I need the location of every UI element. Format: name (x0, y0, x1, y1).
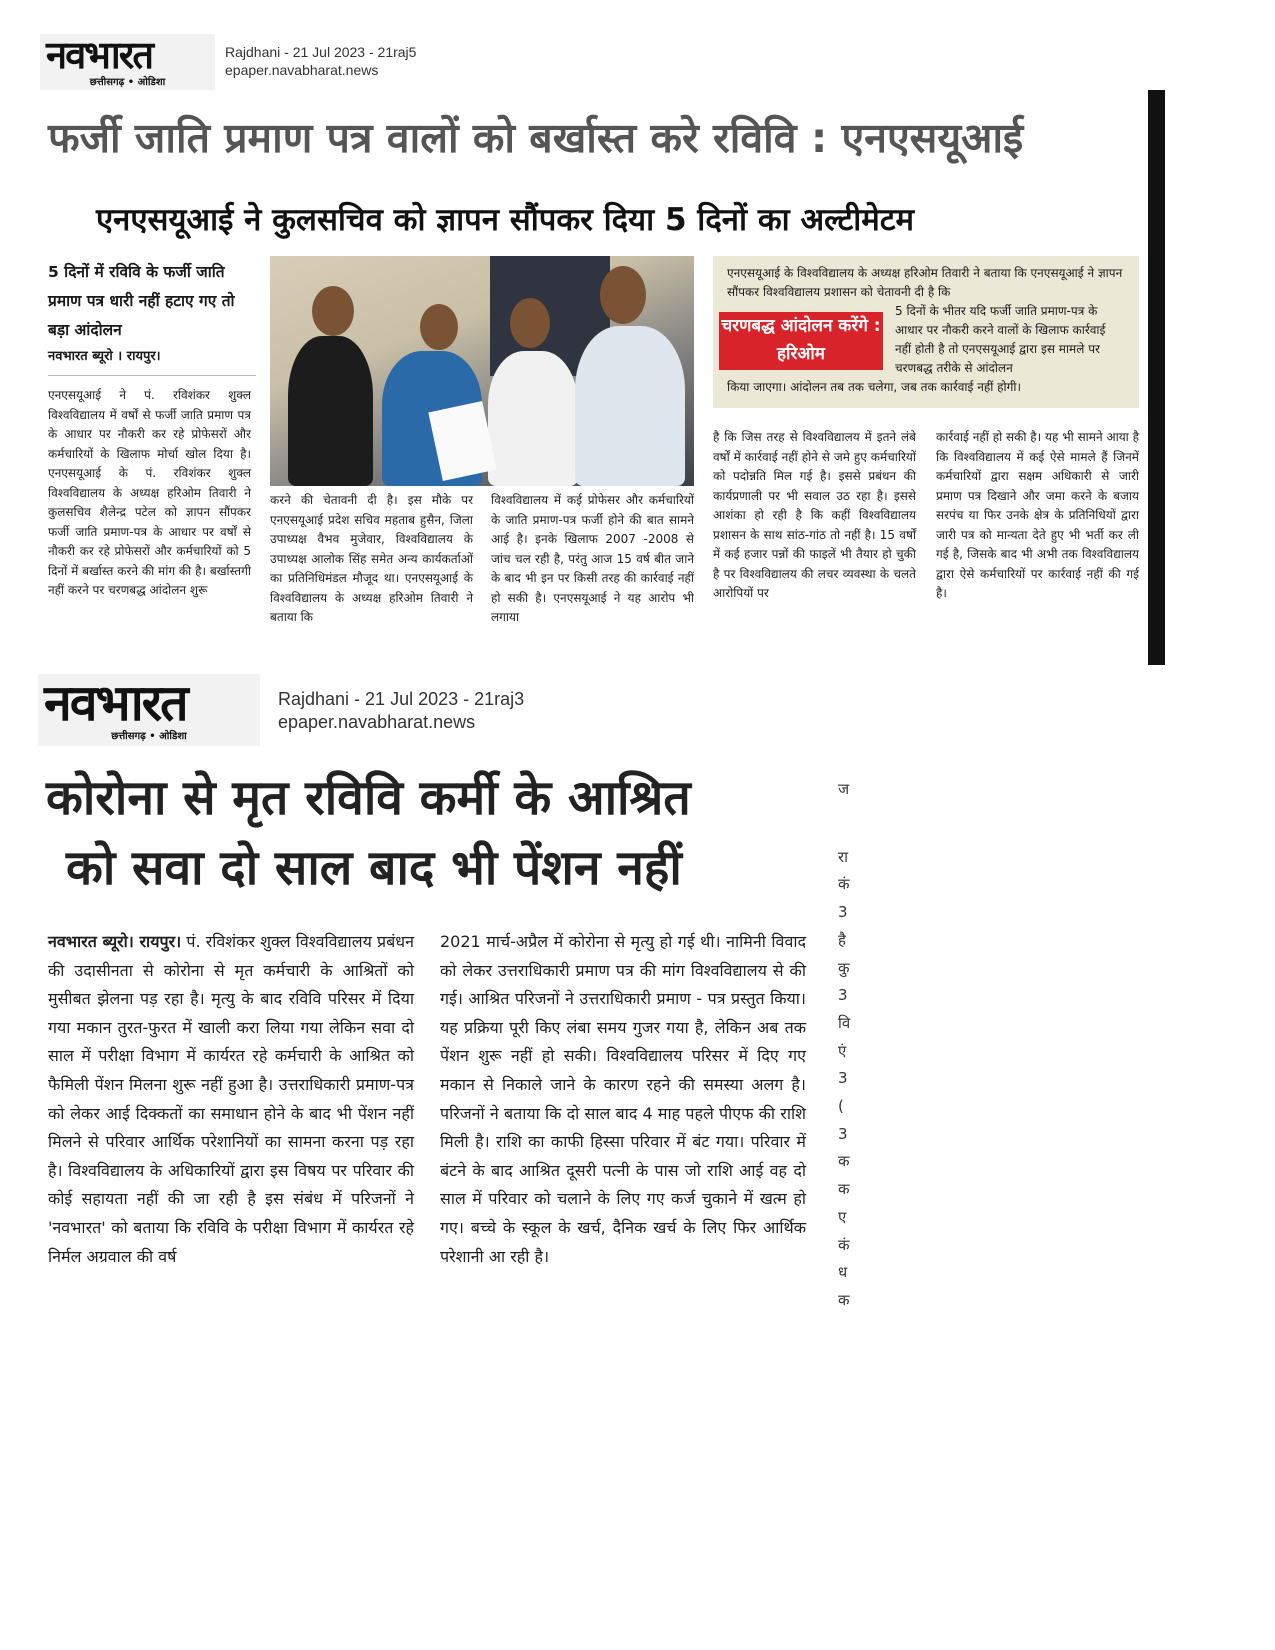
main-headline: फर्जी जाति प्रमाण पत्र वालों को बर्खास्त करे रविवि : एनएसयूआई (48, 114, 1024, 162)
article-column: 2021 मार्च-अप्रैल में कोरोना से मृत्यु हो गई थी। नामिनी विवाद को लेकर उत्तराधिकारी प्रमाण पत्र की मांग विश्वविद्यालय से की गई। आश्रित परिजनों ने उत्तराधिकारी प्रमाण - पत्र प्रस्तुत किया। यह प्रक्रिया पूरी किए लंबा समय गुजर गया है, लेकिन अब तक पेंशन शुरू नहीं हो सकी। विश्वविद्यालय परिसर में दिए गए मकान से निकाले जाने के कारण रहने की समस्या अलग है। परिजनों ने बताया कि दो साल बाद 4 माह पहले पीएफ की राशि मिली है। राशि का काफी हिस्सा परिवार में बंट गया। परिवार में बंटने के बाद आश्रित दूसरी पत्नी के पास जो राशि आई वह दो साल में परिवार को चलाने के लिए गए कर्ज चुकाने में खत्म हो गए। बच्चे के स्कूल के खर्च, दैनिक खर्च के लिए फिर आर्थिक परेशानी आ रही है। (440, 932, 806, 1266)
logo-text: नवभारत (46, 33, 152, 77)
fragment: एं (838, 1041, 847, 1060)
person-head (312, 286, 354, 336)
fragment: क (838, 1180, 850, 1199)
fragment: कं (838, 1235, 850, 1254)
quote-box (713, 256, 1139, 408)
intro-deck: 5 दिनों में रविवि के फर्जी जाति प्रमाण पत्र धारी नहीं हटाए गए तो बड़ा आंदोलन (48, 263, 235, 339)
fragment: क (838, 1290, 850, 1309)
divider (48, 375, 256, 376)
person-head (420, 304, 458, 350)
article-column: है कि जिस तरह से विश्वविद्यालय में इतने लंबे वर्षों में कार्रवाई नहीं होने से जमे हुए कर्मचारियों को पदोन्नति मिल गई है। इससे प्रबंधन की कार्यप्रणाली पर भी सवाल उठ रहा है। इससे आशंका हो रही है कि कहीं विश्वविद्यालय प्रशासन के साथ सांठ-गांठ तो नहीं है। 15 वर्षों में कई हजार पन्नों की फाइलें भी तैयार हो चुकी है पर विश्वविद्यालय की लचर व्यवस्था के चलते आरोपियों पर (713, 430, 916, 600)
logo-text: नवभारत (44, 674, 187, 732)
fragment: ए (838, 1207, 847, 1226)
page-edge-bar (1148, 90, 1165, 665)
fragment: ज (838, 780, 850, 798)
sub-headline: एनएसयूआई ने कुलसचिव को ज्ञापन सौंपकर दिया 5 दिनों का अल्टीमेटम (96, 202, 915, 238)
main-headline-line: को सवा दो साल बाद भी पेंशन नहीं (66, 840, 682, 896)
person-figure (575, 326, 685, 486)
fragment: 3 (838, 986, 848, 1005)
article-column: करने की चेतावनी दी है। इस मौके पर एनएसयूआई प्रदेश सचिव महताब हुसैन, जिला उपाध्यक्ष वैभव मुजेवार, विश्वविद्यालय के उपाध्यक्ष आलोक सिंह समेत अन्य कार्यकर्ताओं का प्रतिनिधिमंडल मौजूद था। एनएसयूआई के विश्वविद्यालय के अध्यक्ष हरिओम तिवारी ने बताया कि (270, 493, 473, 624)
person-figure (488, 351, 578, 486)
fragment: रा (838, 847, 849, 866)
fragment: 3 (838, 903, 848, 922)
byline: नवभारत ब्यूरो । रायपुर। (48, 349, 161, 364)
edition-info (225, 44, 416, 79)
fragment: ध (838, 1263, 848, 1282)
fragment: कु (838, 958, 850, 977)
article-column: कार्रवाई नहीं हो सकी है। यह भी सामने आया है कि विश्वविद्यालय में कई ऐसे मामले हैं जिनमें कर्मचारियों द्वारा सक्षम अधिकारी से जारी प्रमाण पत्र दिखाने और जमा करने के बजाय सरपंच या फिर उनके क्षेत्र के प्रतिनिधियों द्वारा जारी पत्र को मान्यता देते हुए भी भर्ती कर ली गई है, जिसके बाद भी अभी तक विश्वविद्यालय द्वारा ऐसे कर्मचारियों पर कार्रवाई नहीं की गई है। (936, 430, 1139, 600)
masthead-logo (38, 674, 260, 746)
adjacent-column-fragments (838, 776, 852, 1315)
edition-label: Rajdhani - 21 Jul 2023 - 21raj3 (278, 689, 525, 709)
person-figure (288, 336, 373, 486)
site-url: epaper.navabharat.news (278, 711, 476, 732)
logo-subtitle: छत्तीसगढ़ • ओडिशा (111, 731, 187, 742)
quote-label: चरणबद्ध आंदोलन करेंगे : हरिओम (719, 312, 883, 370)
article-column (48, 928, 414, 1271)
main-headline-line: कोरोना से मृत रविवि कर्मी के आश्रित (46, 770, 691, 826)
quote-bottom-text: किया जाएगा। आंदोलन तब तक चलेगा, जब तक कार्रवाई नहीं होगी। (727, 380, 1022, 394)
logo-subtitle: छत्तीसगढ़ • ओडिशा (89, 77, 166, 88)
person-head (600, 266, 646, 324)
fragment: वि (838, 1013, 851, 1032)
edition-label: Rajdhani - 21 Jul 2023 - 21raj5 (225, 44, 417, 60)
article-column: विश्वविद्यालय में कई प्रोफेसर और कर्मचारियों के जाति प्रमाण-पत्र फर्जी होने की बात सामने आई है। इनके खिलाफ 2007 -2008 से जांच चल रही है, परंतु आज 15 वर्ष बीत जाने के बाद भी इन पर किसी तरह की कार्रवाई नहीं हो सकी है। एनएसयूआई ने यह आरोप भी लगाया (491, 493, 694, 624)
byline: नवभारत ब्यूरो। रायपुर। (48, 932, 182, 951)
fragment: 3 (838, 1124, 848, 1143)
fragment: क (838, 1152, 850, 1171)
fragment: है (838, 930, 846, 949)
masthead-logo (40, 34, 215, 90)
fragment: कं (838, 875, 850, 894)
person-head (510, 298, 550, 348)
fragment: ( (838, 1097, 844, 1116)
news-photo (270, 256, 694, 486)
article-column: एनएसयूआई ने पं. रविशंकर शुक्ल विश्वविद्यालय में वर्षों से फर्जी जाति प्रमाण पत्र के आधार पर नौकरी कर रहे प्रोफेसरों और कर्मचारियों के खिलाफ मोर्चा खोल दिया है। एनएसयूआई के पं. रविशंकर शुक्ल विश्वविद्यालय के अध्यक्ष हरिओम तिवारी ने कुलसचिव शैलेन्द्र पटेल को ज्ञापन सौंपकर फर्जी जाति प्रमाण-पत्र के आधार पर वर्षों से नौकरी कर रहे प्रोफेसरों और कर्मचारियों को 5 दिनों में बर्खास्त करने की मांग की है। बर्खास्तगी नहीं करने पर चरणबद्ध आंदोलन शुरू (48, 388, 251, 597)
quote-top-text: एनएसयूआई के विश्वविद्यालय के अध्यक्ष हरिओम तिवारी ने बताया कि एनएसयूआई ने ज्ञापन सौंपकर विश्वविद्यालय प्रशासन को चेतावनी दी है कि (727, 266, 1123, 299)
site-url: epaper.navabharat.news (225, 61, 379, 78)
article-text: पं. रविशंकर शुक्ल विश्वविद्यालय प्रबंधन की उदासीनता से कोरोना से मृत कर्मचारी के आश्रितों को मुसीबत झेलना पड़ रहा है। मृत्यु के बाद रविवि परिसर में दिया गया मकान तुरत-फुरत में खाली करा लिया गया लेकिन सवा दो साल में परीक्षा विभाग में कार्यरत रहे कर्मचारी के आश्रित को फैमिली पेंशन मिलना शुरू नहीं हुआ है। उत्तराधिकारी प्रमाण-पत्र को लेकर आई दिक्कतों का समाधान होने के बाद भी पेंशन नहीं मिलने से परिवार आर्थिक परेशानियों का सामना करना पड़ रहा है। विश्वविद्यालय के अधिकारियों द्वारा इस विषय पर परिवार की कोई सहायता नहीं की जा रही है इस संबंध में परिजनों ने 'नवभारत' को बताया कि रविवि के परीक्षा विभाग में कार्यरत रहे निर्मल अग्रवाल की वर्ष (48, 932, 415, 1266)
edition-info (278, 688, 524, 733)
quote-side-text: 5 दिनों के भीतर यदि फर्जी जाति प्रमाण-पत्र के आधार पर नौकरी करने वालों के खिलाफ कार्रवाई नहीं होती है तो एनएसयूआई द्वारा इस मामले पर चरणबद्ध तरीके से आंदोलन (895, 304, 1106, 375)
fragment: 3 (838, 1069, 848, 1088)
